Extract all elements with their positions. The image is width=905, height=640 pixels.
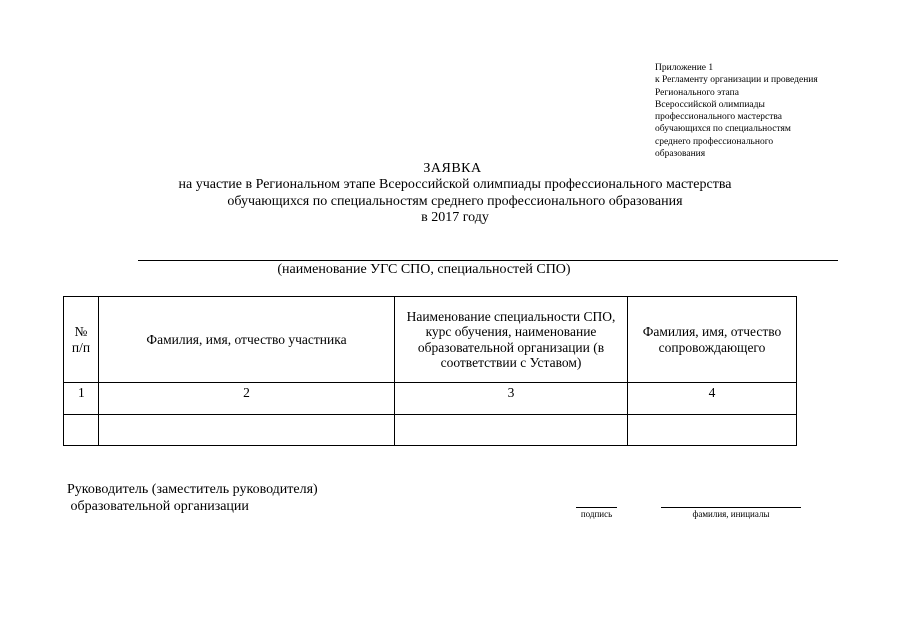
header-number: № п/п bbox=[64, 297, 99, 383]
annex-line: обучающихся по специальностям bbox=[655, 124, 791, 135]
name-initials-line[interactable] bbox=[661, 507, 801, 508]
annex-line: к Регламенту организации и проведения bbox=[655, 75, 818, 86]
signer-role bbox=[67, 481, 318, 515]
annex-line: Регионального этапа bbox=[655, 87, 739, 98]
name-initials-label: фамилия, инициалы bbox=[692, 509, 770, 519]
table-cell[interactable] bbox=[395, 415, 628, 446]
annex-note bbox=[655, 62, 895, 160]
table-cell[interactable] bbox=[628, 415, 797, 446]
header-participant-name: Фамилия, имя, отчество участника bbox=[99, 297, 395, 383]
subtitle-line: в 2017 году bbox=[421, 210, 489, 225]
specialty-caption: (наименование УГС СПО, специальностей СПО) bbox=[277, 262, 571, 277]
signer-role-line: образовательной организации bbox=[67, 499, 249, 514]
subtitle-line: обучающихся по специальностям среднего профессионального образования bbox=[227, 193, 683, 209]
table-header-row bbox=[64, 297, 797, 383]
annex-line: среднего профессионального bbox=[655, 136, 774, 147]
subtitle-line: на участие в Региональном этапе Всероссийской олимпиады профессионального мастерства bbox=[178, 177, 732, 192]
document-subtitle bbox=[150, 177, 760, 227]
column-number: 4 bbox=[628, 383, 797, 415]
header-specialty: Наименование специальности СПО, курс обучения, наименование образовательной организации (в соответствии с Уставом) bbox=[395, 297, 628, 383]
annex-line: Всероссийской олимпиады bbox=[655, 99, 765, 110]
signature-line[interactable] bbox=[576, 507, 617, 508]
table-cell[interactable] bbox=[99, 415, 395, 446]
participants-table bbox=[63, 296, 797, 446]
signer-role-line: Руководитель (заместитель руководителя) bbox=[67, 482, 318, 497]
column-number: 2 bbox=[99, 383, 395, 415]
annex-line: профессионального мастерства bbox=[655, 112, 782, 123]
table-cell[interactable] bbox=[64, 415, 99, 446]
annex-line: образования bbox=[655, 149, 706, 160]
column-number: 3 bbox=[395, 383, 628, 415]
header-accompanying-person: Фамилия, имя, отчество сопровождающего bbox=[628, 297, 797, 383]
document-title: ЗАЯВКА bbox=[423, 161, 482, 176]
table-row bbox=[64, 415, 797, 446]
signature-label: подпись bbox=[580, 509, 613, 519]
column-number-row bbox=[64, 383, 797, 415]
column-number: 1 bbox=[64, 383, 99, 415]
annex-line: Приложение 1 bbox=[655, 63, 714, 73]
